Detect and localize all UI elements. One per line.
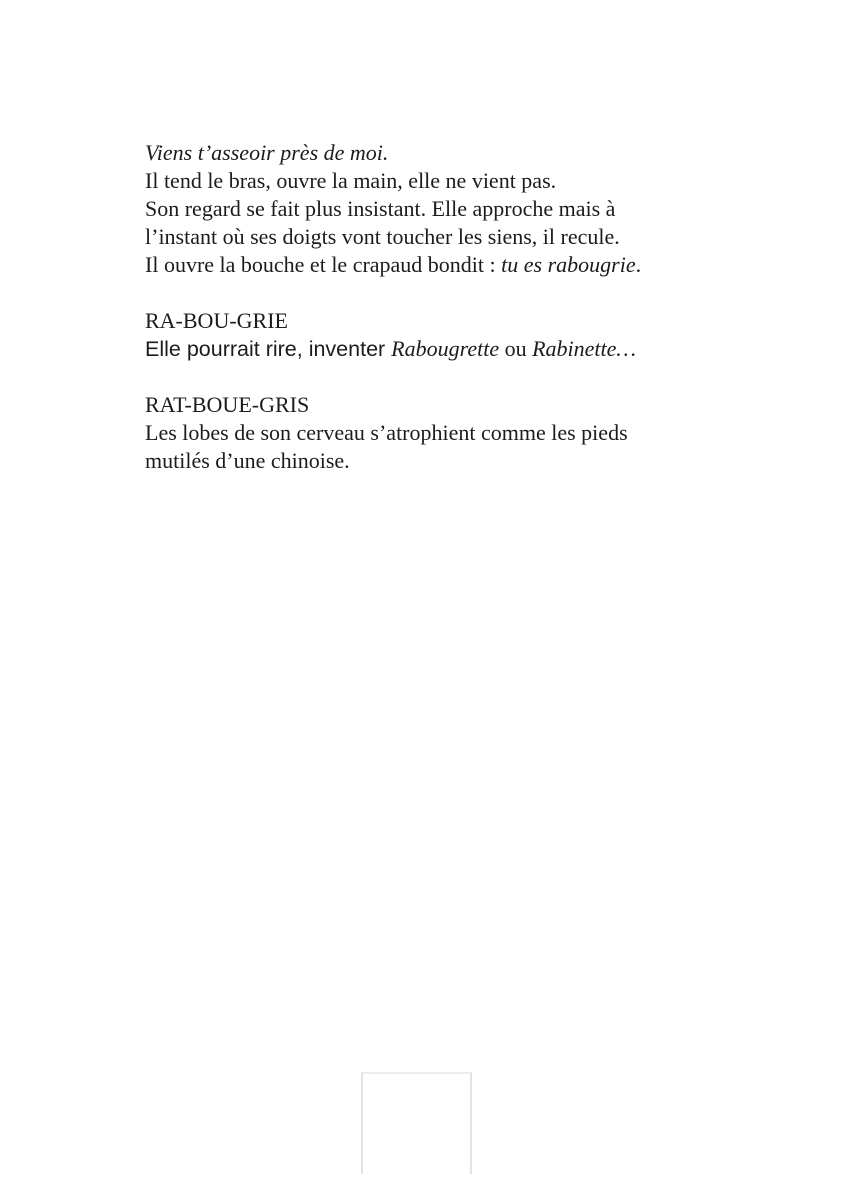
- italic-phrase: tu es rabougrie: [501, 252, 636, 277]
- dialogue-italic-line: Viens t’asseoir près de moi.: [145, 140, 389, 165]
- narration-line: Les lobes de son cerveau s’atrophient comme les pieds: [145, 420, 628, 445]
- italic-word: Rabinette…: [532, 336, 636, 361]
- heading-rat-boue-gris: RAT-BOUE-GRIS: [145, 392, 310, 417]
- narration-line: Il tend le bras, ouvre la main, elle ne vient pas.: [145, 168, 557, 193]
- narration-line: mutilés d’une chinoise.: [145, 448, 350, 473]
- paragraph-dialogue: [145, 139, 745, 279]
- connector-word: ou: [499, 336, 533, 361]
- heading-rabougrie: RA-BOU-GRIE: [145, 308, 288, 333]
- text-block: [145, 139, 745, 503]
- narration-line: Son regard se fait plus insistant. Elle approche mais à: [145, 196, 616, 221]
- period: .: [635, 252, 642, 277]
- narration-segment: Il ouvre la bouche et le crapaud bondit :: [145, 252, 502, 277]
- paragraph-rabougrie: [145, 307, 745, 363]
- paragraph-rat-boue-gris: [145, 391, 745, 475]
- mixed-font-line: [145, 335, 745, 363]
- narration-line: l’instant où ses doigts vont toucher les siens, il recule.: [145, 224, 620, 249]
- empty-placeholder-box: [361, 1072, 472, 1174]
- italic-word: Rabougrette: [391, 336, 500, 361]
- narration-line-mixed: [145, 251, 745, 279]
- sans-serif-segment: Elle pourrait rire, inventer: [145, 337, 392, 361]
